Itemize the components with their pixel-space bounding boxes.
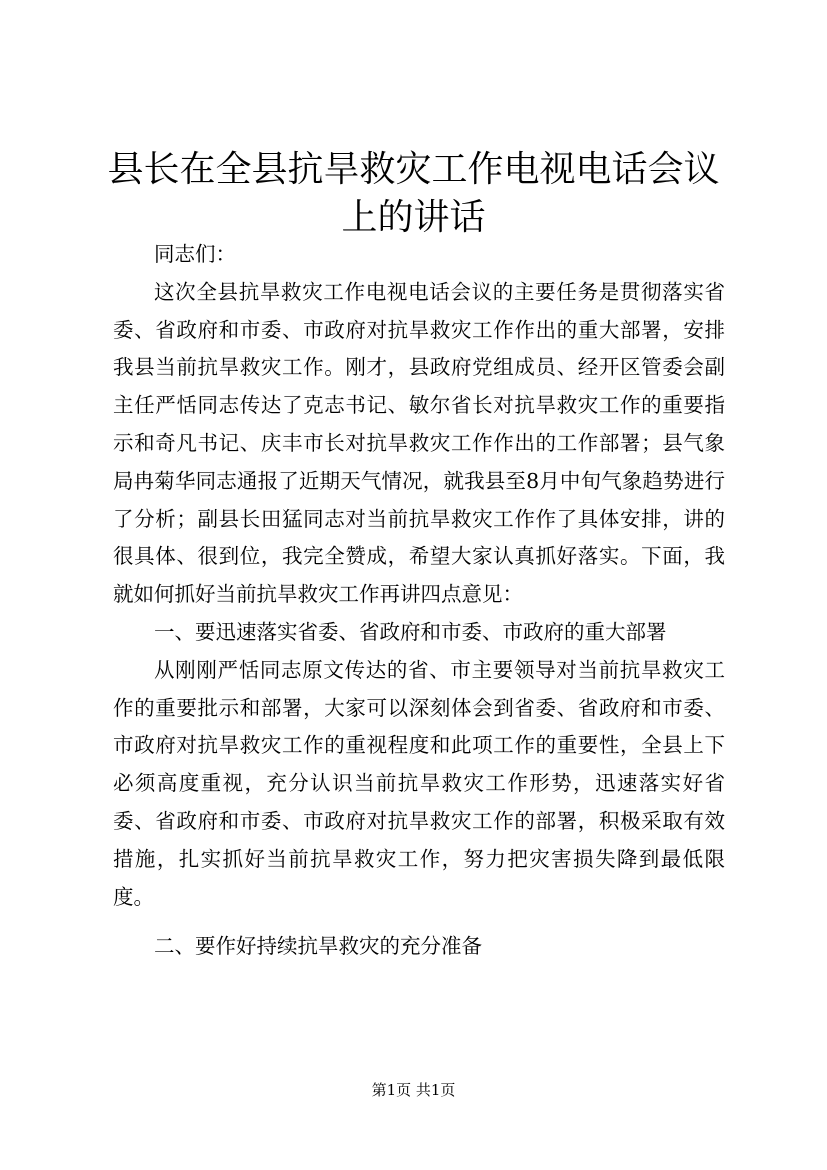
section-heading-2: 二、要作好持续抗旱救灾的充分准备 <box>154 934 482 959</box>
page-number-footer: 第1页 共1页 <box>371 1081 456 1099</box>
section-heading-1: 一、要迅速落实省委、省政府和市委、市政府的重大部署 <box>154 619 667 644</box>
paragraph-intro: 这次全县抗旱救灾工作电视电话会议的主要任务是贯彻落实省委、省政府和市委、市政府对抗旱救灾工作作出的重大部署，安排我县当前抗旱救灾工作。刚才，县政府党组成员、经开区管委会副主任严恬同志传达了克志书记、敏尔省长对抗旱救灾工作的重要指示和奇凡书记、庆丰市长对抗旱救灾工作作出的工作部署；县气象局冉菊华同志通报了近期天气情况，就我县至8月中旬气象趋势进行了分析；副县长田猛同志对当前抗旱救灾工作作了具体安排，讲的很具体、很到位，我完全赞成，希望大家认真抓好落实。下面，我就如何抓好当前抗旱救灾工作再讲四点意见： <box>113 279 725 607</box>
paragraph-section-1: 从刚刚严恬同志原文传达的省、市主要领导对当前抗旱救灾工作的重要批示和部署，大家可以深刻体会到省委、省政府和市委、市政府对抗旱救灾工作的重视程度和此项工作的重要性，全县上下必须高度重视，充分认识当前抗旱救灾工作形势，迅速落实好省委、省政府和市委、市政府对抗旱救灾工作的部署，积极采取有效措施，扎实抓好当前抗旱救灾工作，努力把灾害损失降到最低限度。 <box>113 657 725 909</box>
document-body <box>113 236 725 966</box>
document-title: 县长在全县抗旱救灾工作电视电话会议上的讲话 <box>107 149 720 238</box>
salutation: 同志们： <box>154 242 236 266</box>
